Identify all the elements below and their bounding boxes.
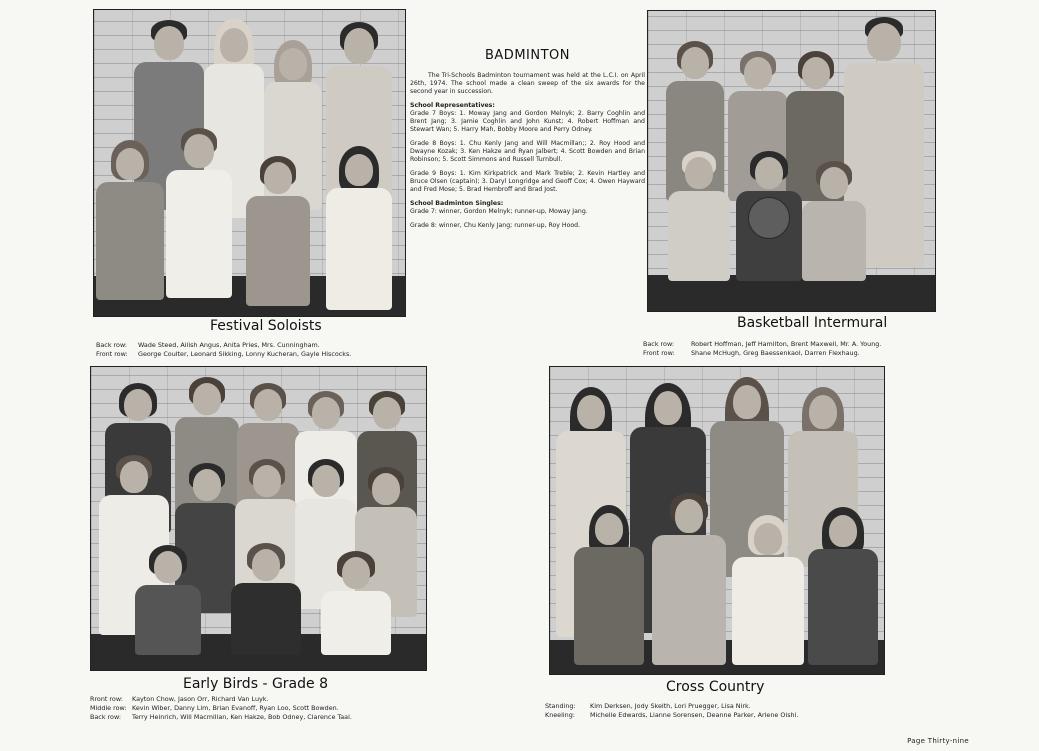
- back-row-names: Robert Hoffman, Jeff Hamilton, Brent Maxwell, Mr. A. Young.: [691, 340, 882, 348]
- middle-row-label: Middle row:: [90, 704, 127, 712]
- back-row-label: Back row:: [96, 341, 127, 349]
- front-row-names: George Coulter, Leonard Sikking, Lonny Kucheran, Gayle Hiscocks.: [138, 350, 352, 358]
- early-birds-caption: [90, 695, 352, 722]
- grade8-boys: Grade 8 Boys: 1. Chu Kenly Jang and Will Macmillan;; 2. Roy Hood and Dwayne Kozak; 3. Ken Hakze and Ryan Jalbert; 4. Scott Bowden and Brian Robinson; 5. Scott Simmons and Russell Turnbull.: [410, 140, 645, 163]
- badminton-article: [410, 48, 645, 236]
- standing-label: Standing:: [545, 702, 576, 710]
- basketball-intermural-title: Basketball Intermural: [737, 315, 888, 331]
- cross-country-caption: [545, 702, 798, 720]
- kneeling-label: Kneeling:: [545, 711, 575, 719]
- basketball-icon: [748, 197, 790, 239]
- back-row-names: Wade Steed, Ailish Angus, Anita Pries, Mrs. Cunningham.: [138, 341, 320, 349]
- back-row-label: Back row:: [643, 340, 674, 348]
- front-row-names: Shane McHugh, Greg Baessenkaol, Darren Flexhaug.: [691, 349, 860, 357]
- page-number: Page Thirty-nine: [907, 737, 969, 745]
- back-row-names: Terry Heinrich, Will Macmillan, Ken Hakze, Bob Odney, Clarence Taal.: [132, 713, 352, 721]
- festival-soloists-photo: [93, 9, 406, 317]
- front-row-label: Front row:: [643, 349, 675, 357]
- singles-grade7: Grade 7: winner, Gordon Melnyk; runner-up, Moway Jang.: [410, 208, 588, 215]
- badminton-intro: The Tri-Schools Badminton tournament was held at the L.C.I. on April 26th, 1974. The school made a clean sweep of the six awards for the second year in succession.: [410, 72, 645, 95]
- badminton-heading: BADMINTON: [485, 48, 570, 63]
- grade9-boys: Grade 9 Boys: 1. Kim Kirkpatrick and Mark Treble; 2. Kevin Hartley and Bruce Olsen (captain); 3. Daryl Longridge and Geoff Cox; 4. Owen Hayward and Fred Mose; 5. Brad Hembroff and Brad Jost.: [410, 170, 645, 193]
- singles-grade8: Grade 8: winner, Chu Kenly Jang; runner-up, Roy Hood.: [410, 222, 581, 229]
- cross-country-title: Cross Country: [666, 679, 765, 695]
- singles-heading: School Badminton Singles:: [410, 200, 504, 207]
- reps-heading: School Representatives:: [410, 102, 495, 109]
- basketball-intermural-photo: [647, 10, 936, 312]
- front-row-label: Front row:: [96, 350, 128, 358]
- early-birds-title: Early Birds - Grade 8: [183, 676, 328, 692]
- middle-row-names: Kevin Wiber, Danny Lim, Brian Evanoff, Ryan Loo, Scott Bowden.: [132, 704, 339, 712]
- festival-soloists-caption: [96, 341, 351, 359]
- back-row-label: Back row:: [90, 713, 121, 721]
- standing-names: Kim Derksen, Jody Skeith, Lori Pruegger, Lisa Nirk.: [590, 702, 751, 710]
- festival-soloists-title: Festival Soloists: [210, 318, 322, 334]
- early-birds-photo: [90, 366, 427, 671]
- grade7-boys: Grade 7 Boys: 1. Moway Jang and Gordon Melnyk; 2. Barry Coghlin and Brent Jang; 3. Jamie Coghlin and John Kunst; 4. Robert Hoffman and Stewart Wan; 5. Harry Mah, Bobby Moore and Perry Odney.: [410, 110, 645, 133]
- kneeling-names: Michelle Edwards, Lianne Sorensen, Deanne Parker, Arlene Oishi.: [590, 711, 799, 719]
- basketball-intermural-caption: [643, 340, 881, 358]
- cross-country-photo: [549, 366, 885, 675]
- front-row-names: Kayton Chow, Jason Orr, Richard Van Luyk.: [132, 695, 269, 703]
- front-row-label: Rront row:: [90, 695, 123, 703]
